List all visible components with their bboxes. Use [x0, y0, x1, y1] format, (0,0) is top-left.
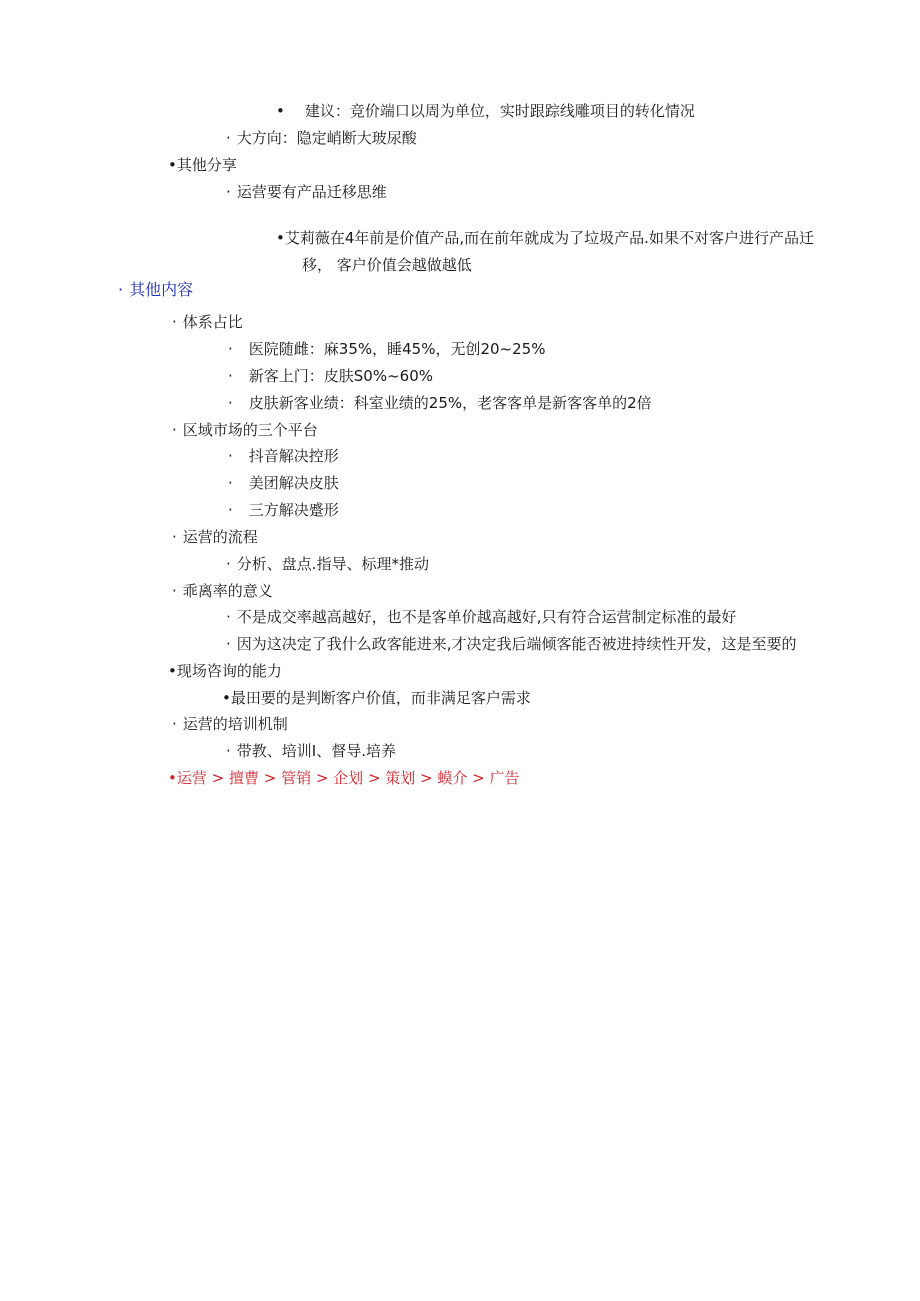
bullet: · [172, 582, 177, 600]
note-line-suggestion [276, 101, 695, 121]
note-text: 区域市场的三个平台 [182, 421, 318, 439]
note-text: 大方向：隐定峭断大玻尿酸 [236, 129, 417, 147]
bullet: • [168, 769, 177, 787]
note-text: 运营要有产品迁移思维 [236, 183, 387, 201]
note-line-deviation-rate [172, 581, 273, 601]
bullet: · [226, 635, 231, 653]
note-text: 运营 > 擅曹 > 管销 > 企划 > 策划 > 蟆介 > 广告 [176, 769, 520, 787]
note-line-other-sharing [168, 155, 237, 175]
bullet: • [276, 102, 285, 120]
bullet: · [228, 367, 233, 385]
note-line-training-items [226, 741, 396, 761]
note-line-consulting-ability [168, 661, 282, 681]
note-text: 不是成交率越高越好，也不是客单价越高越好,只有符合运营制定标准的最好 [236, 608, 737, 626]
note-text: 现场咨询的能力 [176, 662, 282, 680]
bullet: · [228, 340, 233, 358]
note-line-direction [226, 128, 417, 148]
note-line-process-steps [226, 554, 429, 574]
bullet: · [226, 555, 231, 573]
bullet: • [168, 662, 177, 680]
note-line-hospital [228, 339, 545, 359]
note-text: 建议：竞价端口以周为单位，实时跟踪线雕项目的转化情况 [304, 102, 695, 120]
note-text: 新客上门：皮肤S0%~60% [248, 367, 434, 385]
note-line-because [226, 634, 797, 654]
note-line-system-ratio [172, 312, 243, 332]
bullet: · [228, 447, 233, 465]
note-line-migration [226, 182, 387, 202]
note-text: 带教、培训I、督导.培养 [236, 742, 396, 760]
note-line-customer-value [222, 688, 531, 708]
bullet: · [172, 421, 177, 439]
note-line-third-party [228, 500, 339, 520]
note-text: 艾莉薇在4年前是价值产品,而在前年就成为了垃圾产品.如果不对客户进行产品迁 [284, 229, 814, 247]
bullet: • [168, 156, 177, 174]
note-line-ops-process [172, 527, 258, 547]
note-text: 分析、盘点.指导、标理*推动 [236, 555, 430, 573]
note-line-hierarchy [168, 768, 520, 788]
note-text: 运营的培训机制 [182, 715, 288, 733]
note-line-example-cont [302, 255, 472, 275]
bullet: · [226, 742, 231, 760]
note-line-regional-platforms [172, 420, 318, 440]
bullet: • [276, 229, 285, 247]
note-text: 皮肤新客业绩：科室业绩的25%，老客客单是新客客单的2倍 [248, 394, 652, 412]
note-line-example [276, 228, 814, 248]
note-line-meituan [228, 473, 339, 493]
note-text: 体系占比 [182, 313, 243, 331]
note-text: 抖音解决控形 [248, 447, 339, 465]
bullet: · [228, 394, 233, 412]
bullet: · [118, 280, 124, 299]
note-line-training [172, 714, 288, 734]
bullet: • [222, 689, 231, 707]
bullet: · [228, 501, 233, 519]
bullet: · [228, 474, 233, 492]
note-line-not-higher-better [226, 607, 737, 627]
note-text: 美团解决皮肤 [248, 474, 339, 492]
section-heading-other-content [118, 280, 193, 300]
note-text: 乖离率的意义 [182, 582, 273, 600]
bullet: · [172, 715, 177, 733]
bullet: · [226, 608, 231, 626]
note-line-new-customer [228, 366, 433, 386]
note-text: 运营的流程 [182, 528, 258, 546]
heading-text: 其他内容 [129, 280, 194, 299]
note-text: 三方解决蹙形 [248, 501, 339, 519]
note-line-douyin [228, 446, 339, 466]
bullet: · [226, 129, 231, 147]
bullet: · [226, 183, 231, 201]
note-text: 医院随雌：麻35%，睡45%，无创20~25% [248, 340, 546, 358]
note-text: 最田要的是判断客户价值，而非满足客户需求 [230, 689, 531, 707]
bullet: · [172, 528, 177, 546]
bullet: · [172, 313, 177, 331]
note-text: 移， 客户价值会越做越低 [302, 256, 472, 274]
note-line-skin-performance [228, 393, 652, 413]
note-text: 其他分享 [176, 156, 237, 174]
note-text: 因为这决定了我什么政客能进来,才决定我后端倾客能否被进持续性开发，这是至要的 [236, 635, 797, 653]
